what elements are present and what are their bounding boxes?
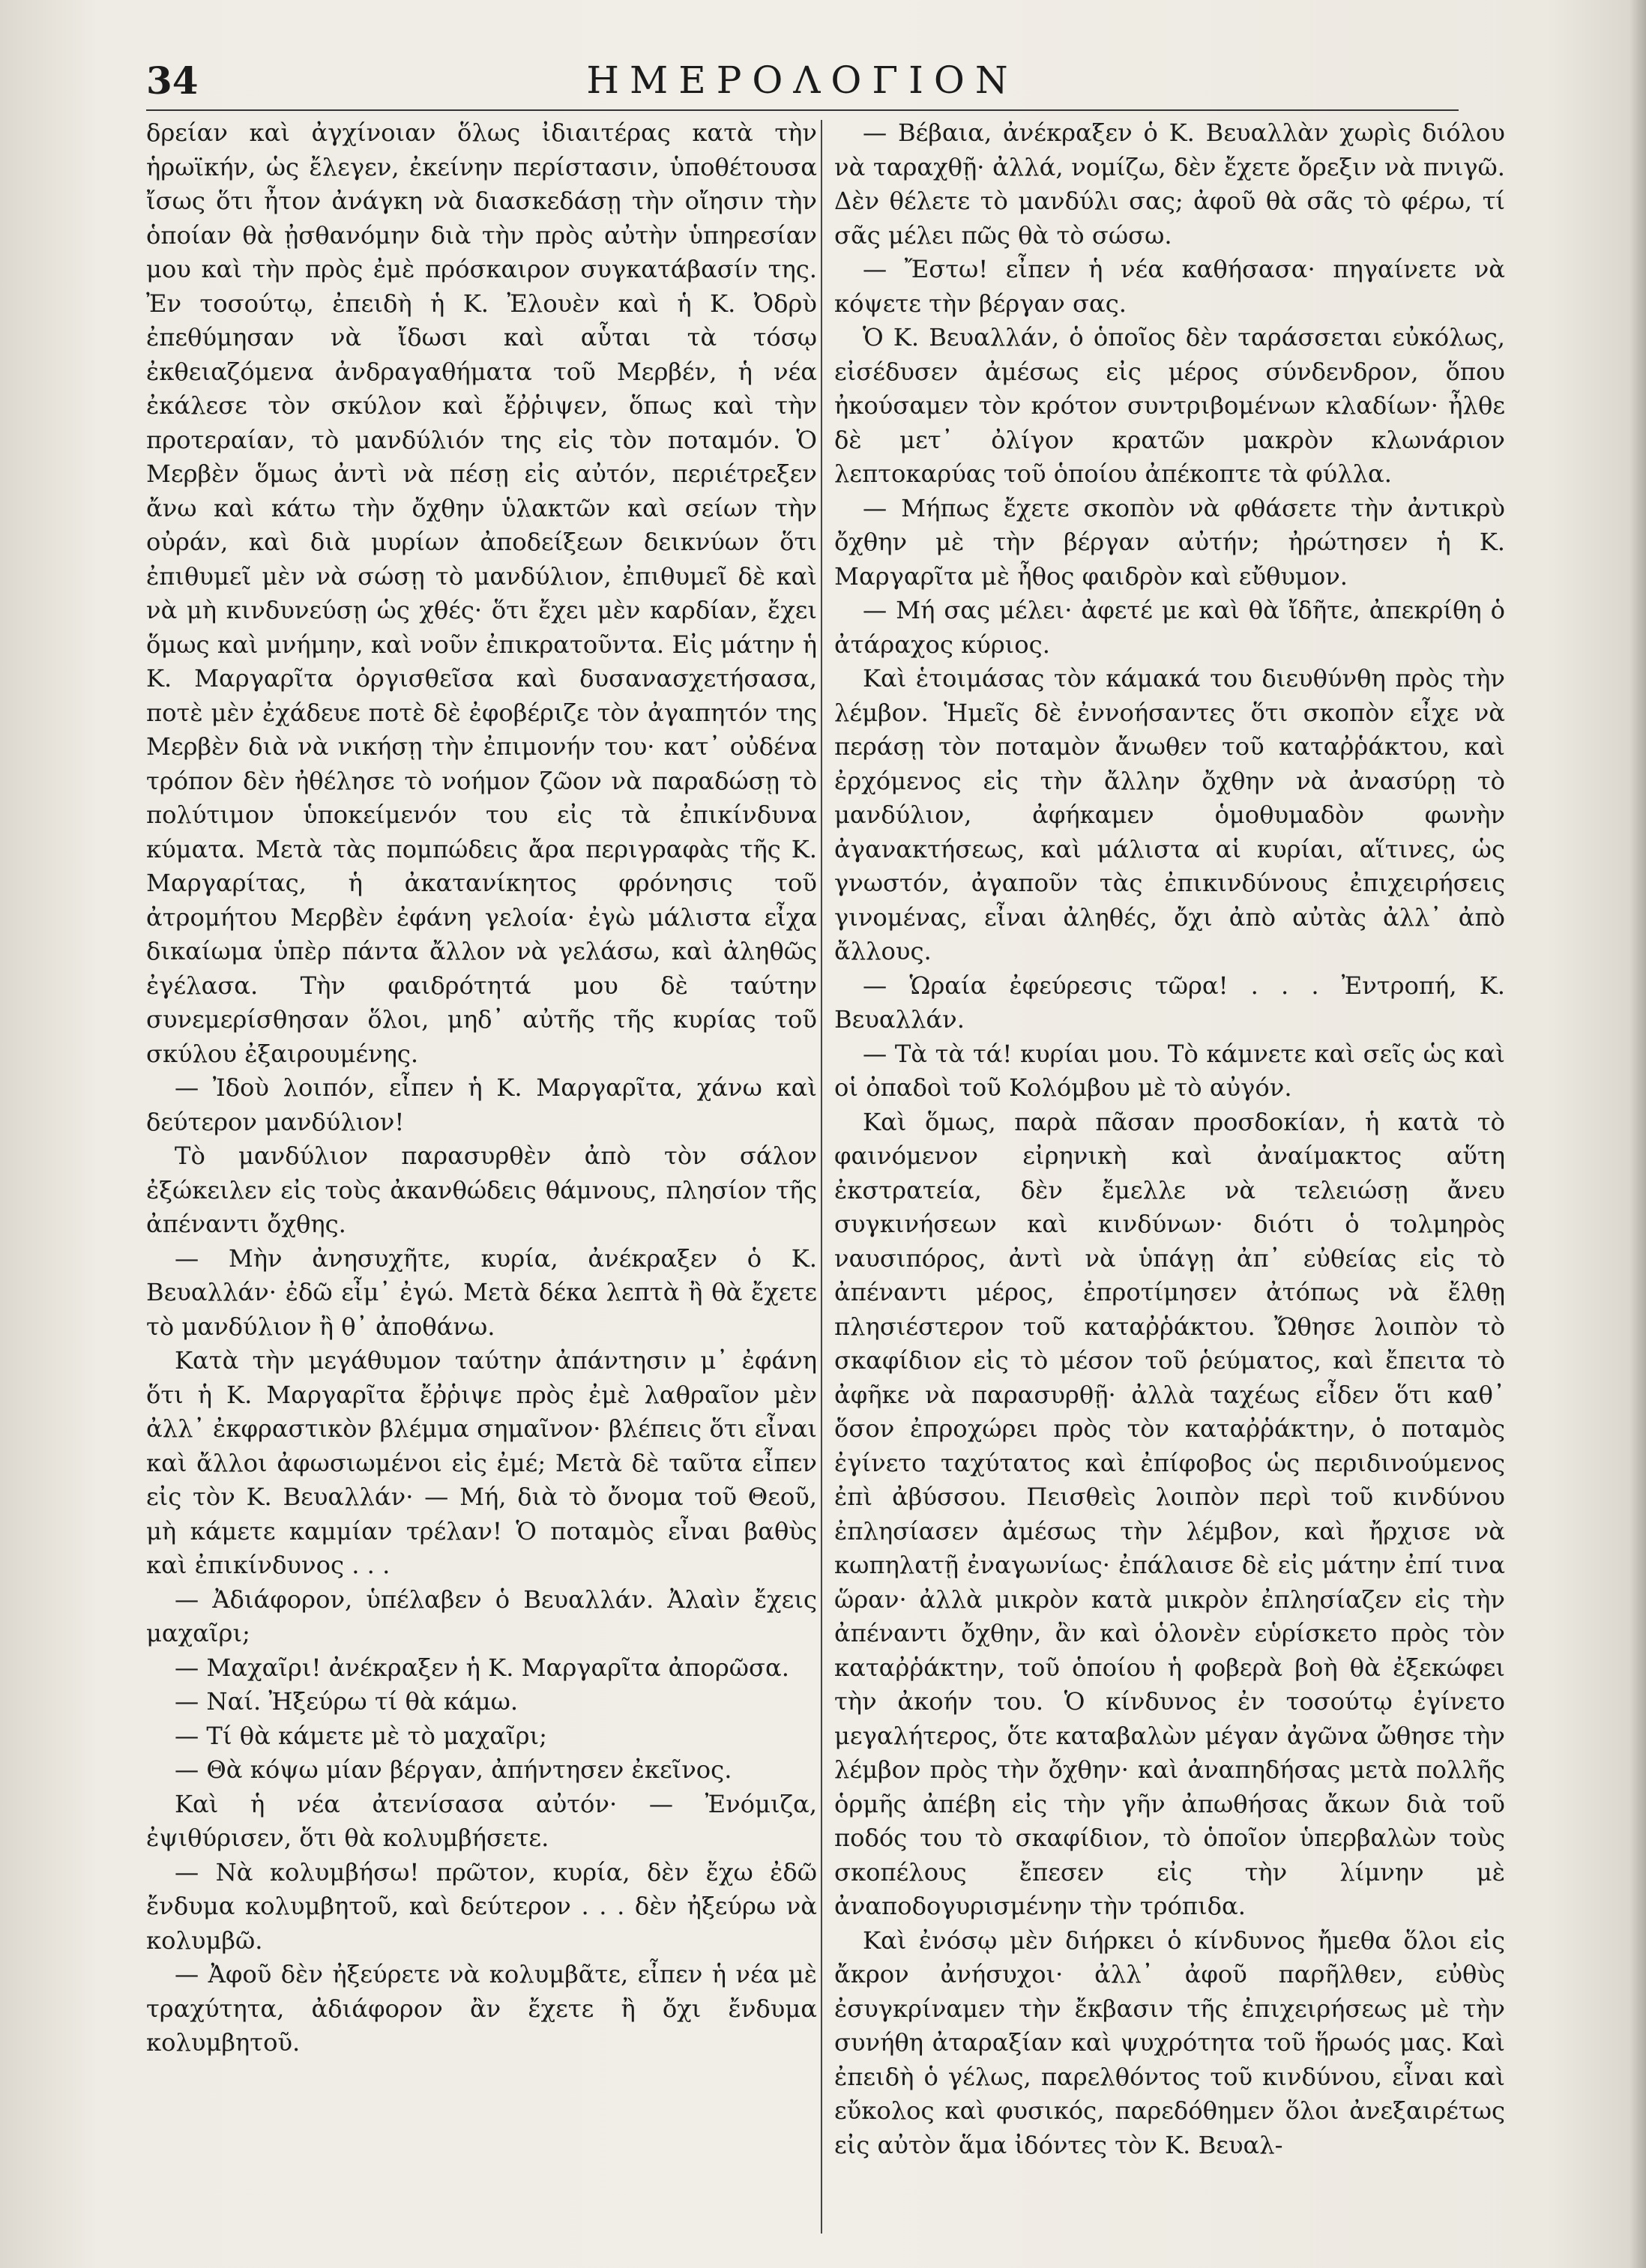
paragraph: Κατὰ τὴν μεγάθυμον ταύτην ἀπάντησιν μ᾽ ἐφάνη ὅτι ἡ Κ. Μαργαρῖτα ἔῤῥιψε πρὸς ἐμὲ λαθραῖον μὲν ἀλλ᾽ ἐκφραστικὸν βλέμμα σημαῖνον· βλέπεις ὅτι εἶναι καὶ ἄλλοι ἀφωσιωμένοι εἰς ἐμέ; Μετὰ δὲ ταῦτα εἶπεν εἰς τὸν Κ. Βευαλλάν· — Μή, διὰ τὸ ὄνομα τοῦ Θεοῦ, μὴ κάμετε καμμίαν τρέλαν! Ὁ ποταμὸς εἶναι βαθὺς καὶ ἐπικίνδυνος . . . [146,1346,817,1579]
paragraph: — Ἔστω! εἶπεν ἡ νέα καθήσασα· πηγαίνετε νὰ κόψετε τὴν βέργαν σας. [834,255,1505,318]
paragraph: Ὁ Κ. Βευαλλάν, ὁ ὁποῖος δὲν ταράσσεται εὐκόλως, εἰσέδυσεν ἀμέσως εἰς μέρος σύνδενδρον, ὅπου ἠκούσαμεν τὸν κρότον συντριβομένων κλαδίων· ἦλθε δὲ μετ᾽ ὀλίγον κρατῶν μακρὸν κλωνάριον λεπτοκαρύας τοῦ ὁποίου ἀπέκοπτε τὰ φύλλα. [834,323,1505,488]
running-title: ΗΜΕΡΟΛΟΓΙΟΝ [586,58,1019,102]
paragraph: — Ἀδιάφορον, ὑπέλαβεν ὁ Βευαλλάν. Ἀλαὶν ἔχεις μαχαῖρι; [146,1584,817,1647]
paragraph: — Τὰ τὰ τά! κυρίαι μου. Τὸ κάμνετε καὶ σεῖς ὡς καὶ οἱ ὀπαδοὶ τοῦ Κολόμβου μὲ τὸ αὐγόν. [834,1039,1505,1102]
paragraph: Καὶ ὅμως, παρὰ πᾶσαν προσδοκίαν, ἡ κατὰ τὸ φαινόμενον εἰρηνικὴ καὶ ἀναίμακτος αὕτη ἐκστρατεία, δὲν ἔμελλε νὰ τελειώσῃ ἄνευ συγκινήσεων καὶ κινδύνων· διότι ὁ τολμηρὸς ναυσιπόρος, ἀντὶ νὰ ὑπάγῃ ἀπ᾽ εὐθείας εἰς τὸ ἀπέναντι μέρος, ἐπροτίμησεν ἀτόπως νὰ ἔλθῃ πλησιέστερον τοῦ καταῤῥάκτου. Ὤθησε λοιπὸν τὸ σκαφίδιον εἰς τὸ μέσον τοῦ ῥεύματος, καὶ ἔπειτα τὸ ἀφῆκε νὰ παρασυρθῇ· ἀλλὰ ταχέως εἶδεν ὅτι καθ᾽ ὅσον ἐπροχώρει πρὸς τὸν καταῤῥάκτην, ὁ ποταμὸς ἐγίνετο ταχύτατος καὶ ἐπίφοβος ὡς περιδινούμενος ἐπὶ ἀβύσσου. Πεισθεὶς λοιπὸν περὶ τοῦ κινδύνου ἐπλησίασεν ἀμέσως τὴν λέμβον, καὶ ἤρχισε νὰ κωπηλατῇ ἐναγωνίως· ἐπάλαισε δὲ εἰς μάτην ἐπί τινα ὥραν· ἀλλὰ μικρὸν κατὰ μικρὸν ἐπλησίαζεν εἰς τὴν ἀπέναντι ὄχθην, ἂν καὶ ὁλονὲν εὑρίσκετο πρὸς τὸν καταῤῥάκτην, τοῦ ὁποίου ἡ φοβερὰ βοὴ θὰ ἐξεκώφει τὴν ἀκοήν του. Ὁ κίνδυνος ἐν τοσούτῳ ἐγίνετο μεγαλήτερος, ὅτε καταβαλὼν μέγαν ἀγῶνα ὤθησε τὴν λέμβον πρὸς τὴν ὄχθην· καὶ ἀναπηδήσας μετὰ πολλῆς ὁρμῆς ἀπέβη εἰς τὴν γῆν ἀπωθήσας ἄκων διὰ τοῦ ποδός του τὸ σκαφίδιον, τὸ ὁποῖον ὑπερβαλὼν τοὺς σκοπέλους ἔπεσεν εἰς τὴν λίμνην μὲ ἀναποδογυρισμένην τὴν τρόπιδα. [834,1107,1505,1920]
paragraph: — Ἰδοὺ λοιπόν, εἶπεν ἡ Κ. Μαργαρῖτα, χάνω καὶ δεύτερον μανδύλιον! [146,1073,817,1136]
paragraph: Τὸ μανδύλιον παρασυρθὲν ἀπὸ τὸν σάλον ἐξώκειλεν εἰς τοὺς ἀκανθώδεις θάμνους, πλησίον τῆς ἀπέναντι ὄχθης. [146,1141,817,1238]
paragraph: — Νὰ κολυμβήσω! πρῶτον, κυρία, δὲν ἔχω ἐδῶ ἔνδυμα κολυμβητοῦ, καὶ δεύτερον . . . δὲν ἠξεύρω νὰ κολυμβῶ. [146,1857,817,1955]
paragraph: δρείαν καὶ ἀγχίνοιαν ὅλως ἰδιαιτέρας κατὰ τὴν ἡρωϊκήν, ὡς ἔλεγεν, ἐκείνην περίστασιν, ὑποθέτουσα ἴσως ὅτι ἦτον ἀνάγκη νὰ διασκεδάσῃ τὴν οἴησιν τὴν ὁποίαν θὰ ᾐσθανόμην διὰ τὴν πρὸς αὐτὴν ὑπηρεσίαν μου καὶ τὴν πρὸς ἐμὲ πρόσκαιρον συγκατάβασίν της. Ἐν τοσούτῳ, ἐπειδὴ ἡ Κ. Ἐλουὲν καὶ ἡ Κ. Ὀδρὺ ἐπεθύμησαν νὰ ἴδωσι καὶ αὗται τὰ τόσῳ ἐκθειαζόμενα ἀνδραγαθήματα τοῦ Μερβέν, ἡ νέα ἐκάλεσε τὸν σκύλον καὶ ἔῤῥιψεν, ὅπως καὶ τὴν προτεραίαν, τὸ μανδύλιόν της εἰς τὸν ποταμόν. Ὁ Μερβὲν ὅμως ἀντὶ νὰ πέσῃ εἰς αὐτόν, περιέτρεξεν ἄνω καὶ κάτω τὴν ὄχθην ὑλακτῶν καὶ σείων τὴν οὐράν, καὶ διὰ μυρίων ἀποδείξεων δεικνύων ὅτι ἐπιθυμεῖ μὲν νὰ σώσῃ τὸ μανδύλιον, ἐπιθυμεῖ δὲ καὶ νὰ μὴ κινδυνεύσῃ ὡς χθές· ὅτι ἔχει μὲν καρδίαν, ἔχει ὅμως καὶ μνήμην, καὶ νοῦν ἐπικρατοῦντα. Εἰς μάτην ἡ Κ. Μαργαρῖτα ὀργισθεῖσα καὶ δυσανασχετήσασα, ποτὲ μὲν ἐχάδευε ποτὲ δὲ ἐφοβέριζε τὸν ἀγαπητόν της Μερβὲν διὰ νὰ νικήσῃ τὴν ἐπιμονήν του· κατ᾽ οὐδένα τρόπον δὲν ἠθέλησε τὸ νοήμον ζῶον νὰ παραδώσῃ τὸ πολύτιμον ὑποκείμενόν του εἰς τὰ ἐπικίνδυνα κύματα. Μετὰ τὰς πομπώδεις ἄρα περιγραφὰς τῆς Κ. Μαργαρίτας, ἡ ἀκατανίκητος φρόνησις τοῦ ἀτρομήτου Μερβὲν ἐφάνη γελοία· ἐγὼ μάλιστα εἶχα δικαίωμα ὑπὲρ πάντα ἄλλον νὰ γελάσω, καὶ ἀληθῶς ἐγέλασα. Τὴν φαιδρότητά μου δὲ ταύτην συνεμερίσθησαν ὅλοι, μηδ᾽ αὐτῆς τῆς κυρίας τοῦ σκύλου ἐξαιρουμένης. [146,118,817,1068]
paragraph: — Θὰ κόψω μίαν βέργαν, ἀπήντησεν ἐκεῖνος. [175,1755,732,1784]
right-column [834,116,1505,2245]
paragraph: — Ὡραία ἐφεύρεσις τῶρα! . . . Ἐντροπή, Κ. Βευαλλάν. [834,971,1505,1034]
left-column [146,116,817,2245]
paragraph: — Μαχαῖρι! ἀνέκραξεν ἡ Κ. Μαργαρῖτα ἀπορῶσα. [175,1653,789,1682]
column-divider [821,120,822,2234]
page-header [146,58,1459,111]
paragraph: Καὶ ἑτοιμάσας τὸν κάμακά του διευθύνθη πρὸς τὴν λέμβον. Ἡμεῖς δὲ ἐννοήσαντες ὅτι σκοπὸν εἶχε νὰ περάσῃ τὸν ποταμὸν ἄνωθεν τοῦ καταῤῥάκτου, καὶ ἐρχόμενος εἰς τὴν ἄλλην ὄχθην νὰ ἀνασύρῃ τὸ μανδύλιον, ἀφήκαμεν ὁμοθυμαδὸν φωνὴν ἀγανακτήσεως, καὶ μάλιστα αἱ κυρίαι, αἵτινες, ὡς γνωστόν, ἀγαποῦν τὰς ἐπικινδύνους ἐπιχειρήσεις γινομένας, εἶναι ἀληθές, ὄχι ἀπὸ αὐτὰς ἀλλ᾽ ἀπὸ ἄλλους. [834,664,1505,965]
paragraph: — Ἀφοῦ δὲν ἠξεύρετε νὰ κολυμβᾶτε, εἶπεν ἡ νέα μὲ τραχύτητα, ἀδιάφορον ἂν ἔχετε ἢ ὄχι ἔνδυμα κολυμβητοῦ. [146,1960,817,2057]
paragraph: — Μή σας μέλει· ἀφετέ με καὶ θὰ ἴδῆτε, ἀπεκρίθη ὁ ἀτάραχος κύριος. [834,596,1505,659]
paragraph: — Ναί. Ἠξεύρω τί θὰ κάμω. [175,1687,519,1716]
paragraph: Καὶ ἡ νέα ἀτενίσασα αὐτόν· — Ἐνόμιζα, ἐψιθύρισεν, ὅτι θὰ κολυμβήσετε. [146,1789,817,1852]
paragraph: — Τί θὰ κάμετε μὲ τὸ μαχαῖρι; [175,1721,547,1750]
paragraph: — Μὴν ἀνησυχῆτε, κυρία, ἀνέκραξεν ὁ Κ. Βευαλλάν· ἐδῶ εἶμ᾽ ἐγώ. Μετὰ δέκα λεπτὰ ἢ θὰ ἔχετε τὸ μανδύλιον ἢ θ᾽ ἀποθάνω. [146,1243,817,1341]
page-edge-shadow [1630,0,1646,2268]
paragraph: — Μήπως ἔχετε σκοπὸν νὰ φθάσετε τὴν ἀντικρὺ ὄχθην μὲ τὴν βέργαν αὐτήν; ἠρώτησεν ἡ Κ. Μαργαρῖτα μὲ ἦθος φαιδρὸν καὶ εὔθυμον. [834,493,1505,591]
paragraph: — Βέβαια, ἀνέκραξεν ὁ Κ. Βευαλλὰν χωρὶς διόλου νὰ ταραχθῇ· ἀλλά, νομίζω, δὲν ἔχετε ὄρεξιν νὰ πνιγῶ. Δὲν θέλετε τὸ μανδύλι σας; ἀφοῦ θὰ σᾶς τὸ φέρω, τί σᾶς μέλει πῶς θὰ τὸ σώσω. [834,118,1505,250]
header-rule [146,109,1459,111]
page-number: 34 [146,58,199,103]
paragraph: Καὶ ἐνόσῳ μὲν διήρκει ὁ κίνδυνος ἤμεθα ὅλοι εἰς ἄκρον ἀνήσυχοι· ἀλλ᾽ ἀφοῦ παρῆλθεν, εὐθὺς ἐσυγκρίναμεν τὴν ἔκβασιν τῆς ἐπιχειρήσεως μὲ τὴν συνήθη ἀταραξίαν καὶ ψυχρότητα τοῦ ἥρωός μας. Καὶ ἐπειδὴ ὁ γέλως, παρελθόντος τοῦ κινδύνου, εἶναι καὶ εὔκολος καὶ φυσικός, παρεδόθημεν ὅλοι ἀνεξαιρέτως εἰς αὐτὸν ἅμα ἰδόντες τὸν Κ. Βευαλ- [834,1925,1505,2159]
